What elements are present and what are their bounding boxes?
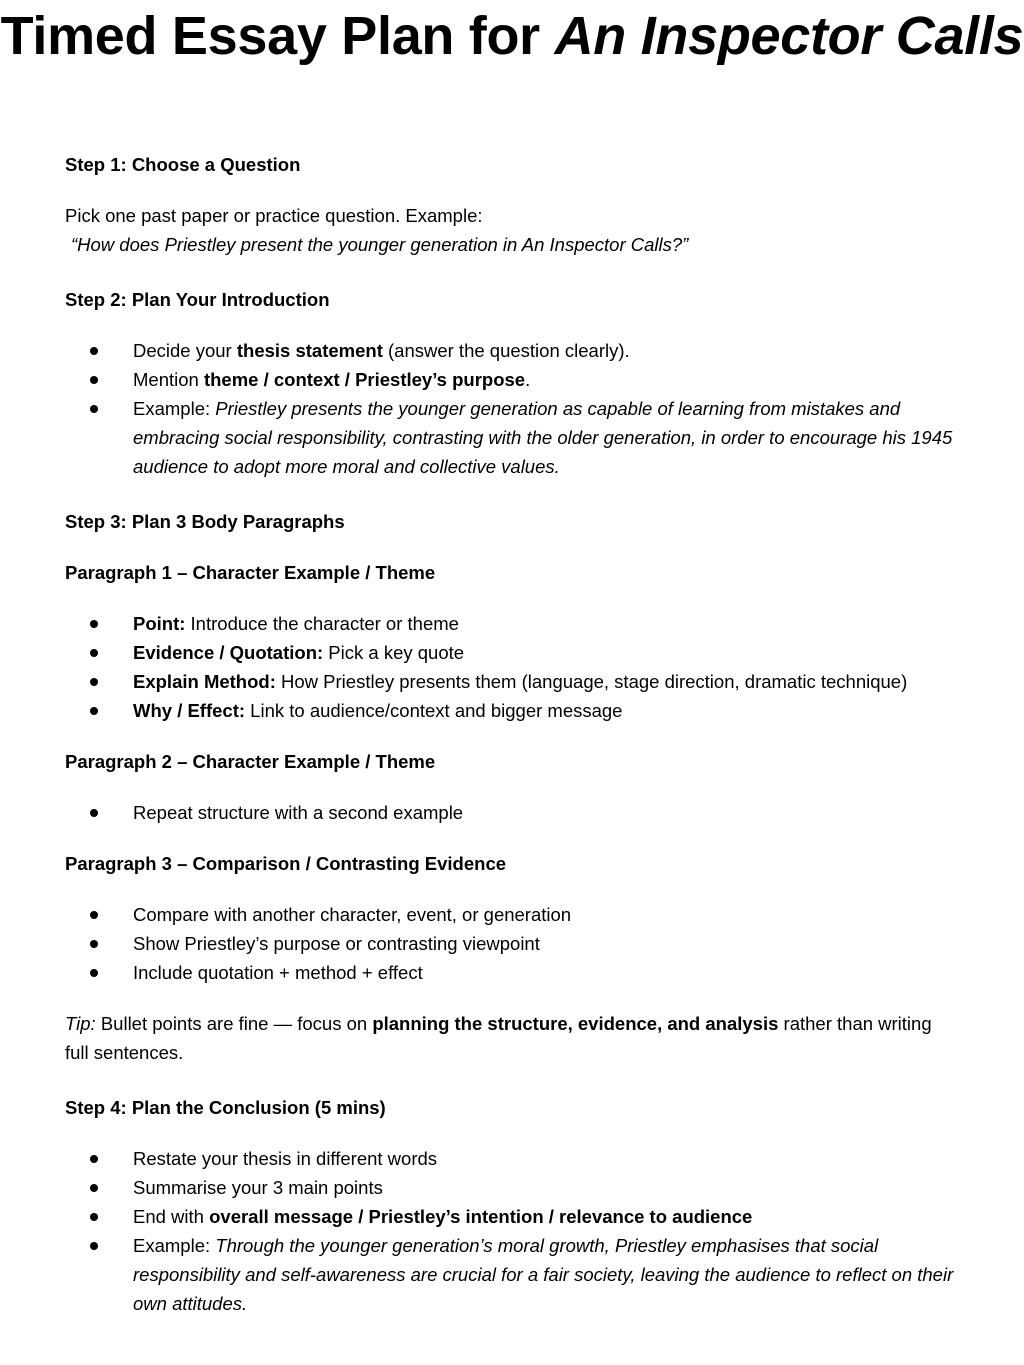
list-item bbox=[65, 1231, 955, 1318]
item-text: Decide your bbox=[133, 340, 237, 361]
list-item bbox=[65, 365, 955, 394]
list-item: Compare with another character, event, or generation bbox=[65, 900, 955, 929]
list-item bbox=[65, 336, 955, 365]
step2-heading: Step 2: Plan Your Introduction bbox=[65, 289, 330, 310]
item-text: Mention bbox=[133, 369, 204, 390]
item-text: . bbox=[525, 369, 531, 390]
item-bold: overall message / Priestley’s intention / relevance to audience bbox=[209, 1206, 753, 1227]
tip-text: rather than writing full sentences. bbox=[65, 1013, 932, 1063]
list-item bbox=[65, 638, 955, 667]
paragraph2-list bbox=[65, 798, 955, 827]
item-text: Pick a key quote bbox=[323, 642, 465, 663]
paragraph2-heading: Paragraph 2 – Character Example / Theme bbox=[65, 751, 436, 772]
step1-heading: Step 1: Choose a Question bbox=[65, 154, 301, 175]
paragraph1-list bbox=[65, 609, 955, 725]
step1-example-question: “How does Priestley present the younger generation in An Inspector Calls?” bbox=[71, 234, 689, 255]
item-bold: thesis statement bbox=[236, 340, 383, 361]
item-italic: Priestley presents the younger generation as capable of learning from mistakes and embracing social responsibility, contrasting with the older generation, in order to encourage his 1945 audience to adopt more moral and collective values. bbox=[133, 398, 953, 477]
item-text: How Priestley presents them (language, stage direction, dramatic technique) bbox=[275, 671, 908, 692]
tip-label: Tip: bbox=[65, 1013, 96, 1034]
document-body bbox=[65, 150, 955, 1318]
list-item: Repeat structure with a second example bbox=[65, 798, 955, 827]
list-item: Summarise your 3 main points bbox=[65, 1173, 955, 1202]
list-item bbox=[65, 394, 955, 481]
item-label: Evidence / Quotation: bbox=[133, 642, 324, 663]
tip-paragraph bbox=[65, 1009, 955, 1067]
title-main: Timed Essay Plan for bbox=[0, 6, 555, 66]
item-label: Why / Effect: bbox=[133, 700, 246, 721]
paragraph1-heading: Paragraph 1 – Character Example / Theme bbox=[65, 562, 436, 583]
list-item bbox=[65, 696, 955, 725]
list-item bbox=[65, 667, 955, 696]
step4-heading: Step 4: Plan the Conclusion (5 mins) bbox=[65, 1097, 386, 1118]
item-label: Point: bbox=[133, 613, 186, 634]
step3-heading: Step 3: Plan 3 Body Paragraphs bbox=[65, 511, 345, 532]
step2-list bbox=[65, 336, 955, 481]
item-text: Introduce the character or theme bbox=[185, 613, 459, 634]
item-italic: Through the younger generation’s moral growth, Priestley emphasises that social responsibility and self-awareness are crucial for a fair society, leaving the audience to reflect on their own attitudes. bbox=[133, 1235, 954, 1314]
paragraph3-list bbox=[65, 900, 955, 987]
paragraph3-heading: Paragraph 3 – Comparison / Contrasting Evidence bbox=[65, 853, 507, 874]
item-bold: theme / context / Priestley’s purpose bbox=[203, 369, 526, 390]
item-text: Link to audience/context and bigger message bbox=[245, 700, 623, 721]
tip-text: Bullet points are fine — focus on bbox=[95, 1013, 373, 1034]
item-text: (answer the question clearly). bbox=[382, 340, 630, 361]
document-title bbox=[0, 0, 1024, 72]
list-item: Restate your thesis in different words bbox=[65, 1144, 955, 1173]
list-item bbox=[65, 609, 955, 638]
step4-list bbox=[65, 1144, 955, 1318]
tip-bold: planning the structure, evidence, and analysis bbox=[372, 1013, 779, 1034]
title-play-name: An Inspector Calls bbox=[554, 6, 1024, 66]
item-text: Example: bbox=[133, 1235, 216, 1256]
step1-text: Pick one past paper or practice question. Example: bbox=[65, 205, 483, 226]
item-label: Explain Method: bbox=[133, 671, 276, 692]
list-item: Show Priestley’s purpose or contrasting viewpoint bbox=[65, 929, 955, 958]
item-text: Example: bbox=[133, 398, 216, 419]
list-item: Include quotation + method + effect bbox=[65, 958, 955, 987]
item-text: End with bbox=[133, 1206, 210, 1227]
list-item bbox=[65, 1202, 955, 1231]
